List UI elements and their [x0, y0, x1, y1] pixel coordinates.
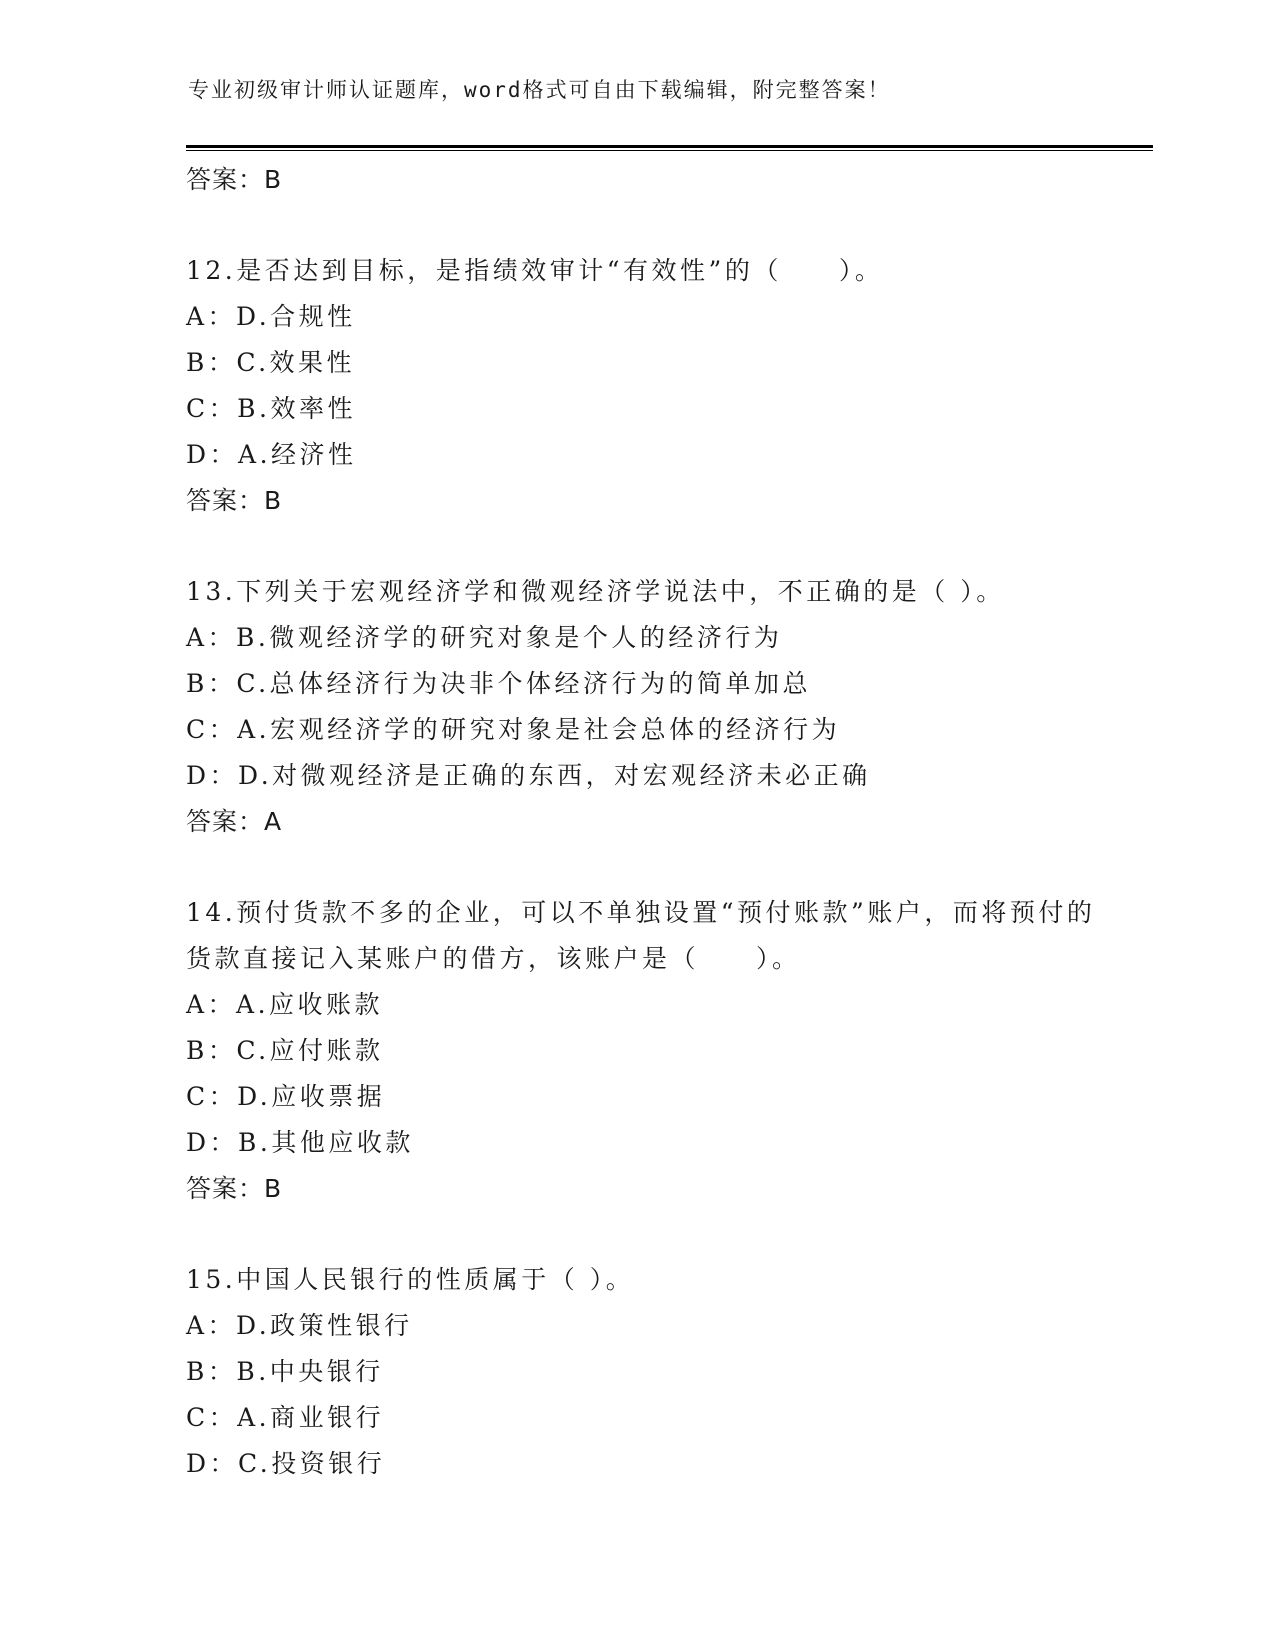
option-d: D：C.投资银行 — [186, 1449, 386, 1478]
question-block-14 — [186, 890, 1106, 1212]
option-d: D：B.其他应收款 — [186, 1128, 414, 1157]
option-c: C：B.效率性 — [186, 394, 356, 423]
answer-line: 答案：B — [186, 1174, 283, 1203]
header-rule-thick — [186, 145, 1153, 148]
option-a: A：D.政策性银行 — [186, 1311, 413, 1340]
answer-line: 答案：A — [186, 807, 283, 836]
option-a: A：B.微观经济学的研究对象是个人的经济行为 — [186, 623, 783, 652]
option-c: C：A.商业银行 — [186, 1403, 385, 1432]
question-stem: 13.下列关于宏观经济学和微观经济学说法中，不正确的是（ ）。 — [186, 577, 1005, 606]
question-stem: 14.预付货款不多的企业，可以不单独设置“预付账款”账户，而将预付的货款直接记入某账户的借方，该账户是（ ）。 — [186, 898, 1096, 973]
option-d: D：A.经济性 — [186, 440, 357, 469]
option-d: D：D.对微观经济是正确的东西，对宏观经济未必正确 — [186, 761, 871, 790]
question-stem: 12.是否达到目标，是指绩效审计“有效性”的（ ）。 — [186, 256, 884, 285]
option-c: C：D.应收票据 — [186, 1082, 386, 1111]
option-b: B：C.应付账款 — [186, 1036, 384, 1065]
spacer — [186, 524, 1106, 569]
question-stem: 15.中国人民银行的性质属于（ ）。 — [186, 1265, 635, 1294]
option-b: B：C.效果性 — [186, 348, 356, 377]
option-c: C：A.宏观经济学的研究对象是社会总体的经济行为 — [186, 715, 841, 744]
answer-line: 答案：B — [186, 486, 283, 515]
option-a: A：A.应收账款 — [186, 990, 384, 1019]
question-list — [186, 157, 1106, 1487]
question-block-12 — [186, 248, 1106, 524]
option-a: A：D.合规性 — [186, 302, 356, 331]
page-header: 专业初级审计师认证题库，word格式可自由下载编辑，附完整答案！ — [188, 78, 891, 102]
option-b: B：B.中央银行 — [186, 1357, 384, 1386]
header-rule-thin — [186, 150, 1153, 151]
answer-line: 答案：B — [186, 165, 283, 194]
spacer — [186, 1212, 1106, 1257]
spacer — [186, 845, 1106, 890]
question-block-15 — [186, 1257, 1106, 1487]
question-block-13 — [186, 569, 1106, 845]
option-b: B：C.总体经济行为决非个体经济行为的简单加总 — [186, 669, 812, 698]
spacer — [186, 203, 1106, 248]
